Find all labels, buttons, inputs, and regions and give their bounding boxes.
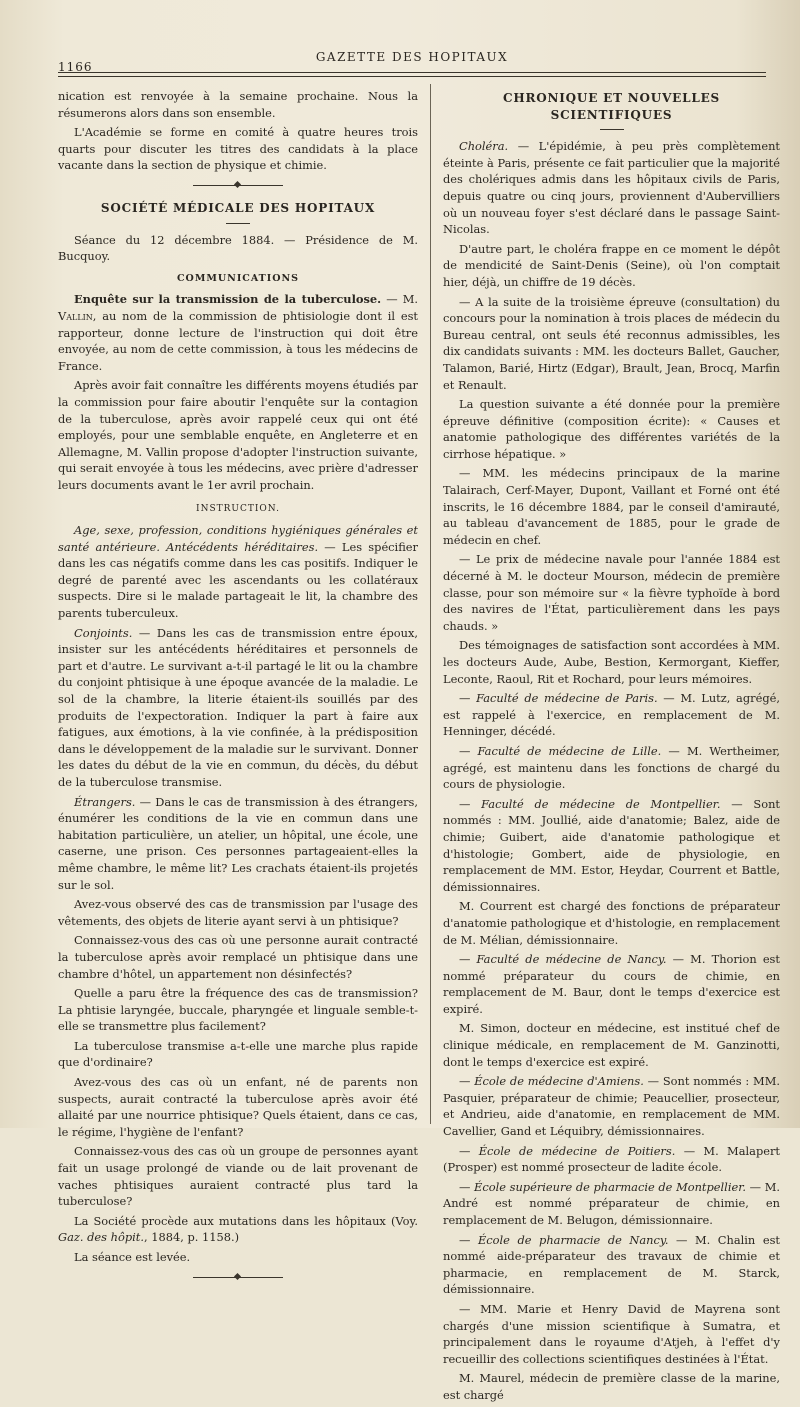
paragraph (443, 796, 780, 896)
paragraph (58, 625, 418, 791)
paragraph-text: — M. Malapert (Prosper) est nommé prosecteur de ladite école. (443, 1143, 781, 1175)
lead-phrase: Conjoints. (74, 625, 133, 640)
paragraph: — Le prix de médecine navale pour l'année 1884 est décerné à M. le docteur Mourson, médecin de première classe, pour son mémoire sur « la fièvre typhoïde à bord des navires de l'État, particulièrement dans les pays chauds. » (443, 552, 780, 633)
lead-phrase: Étrangers. (74, 794, 136, 809)
page-number: 1166 (58, 60, 93, 74)
paragraph-text: — M. Chalin est nommé aide-préparateur des travaux de chimie et pharmacie, en remplacement de M. Starck, démissionnaire. (443, 1232, 780, 1297)
paragraph: nication est renvoyée à la semaine prochaine. Nous la résumerons alors dans son ensemble. (58, 89, 418, 120)
paragraph: L'Académie se forme en comité à quatre heures trois quarts pour discuter les titres des candidats à la place vacante dans la section de physique et chimie. (58, 125, 418, 173)
paragraph: Après avoir fait connaître les différents moyens étudiés par la commission pour faire aboutir l'enquête sur la contagion de la tuberculose, après avoir rappelé ceux qui ont été employés, pour une semblable enquête, en Angleterre et en Allemagne, M. Vallin propose d'adopter l'instruction suivante, qui serait envoyée à tous les médecins, avec prière d'adresser leurs documents avant le 1er avril prochain. (58, 378, 418, 492)
short-rule (226, 223, 250, 224)
paragraph-text: — L'épidémie, à peu près complètement éteinte à Paris, présente ce fait particulier que la majorité des cholériques admis dans les hôpitaux civils de Paris, depuis quatre ou cinq jours, proviennent d'Aubervilliers où un nouveau foyer s'est déclaré dans le passage Saint-Nicolas. (443, 139, 780, 237)
header-rule (58, 72, 766, 73)
section-title: CHRONIQUE ET NOUVELLES SCIENTIFIQUES (502, 91, 721, 122)
section-title: SOCIÉTÉ MÉDICALE DES HOPITAUX (100, 200, 376, 215)
author-name: — M. Vallin, (58, 292, 419, 323)
paragraph (443, 1073, 780, 1139)
instruction-heading: INSTRUCTION. (196, 504, 280, 515)
lead-phrase: — Faculté de médecine de Montpellier. (459, 796, 721, 811)
paragraph-text: — M. Thorion est nommé préparateur du cours de chimie, en remplacement de M. Baur, dont le temps d'exercice est expiré. (443, 952, 780, 1016)
paragraph-text: — Les spécifier dans les cas négatifs comme dans les cas positifs. Indiquer le degré de parenté avec les ascendants ou les collatéraux suspects. Dire si le malade partageait le lit, la chambre des parents tuberculeux. (58, 539, 418, 621)
page-header (58, 50, 766, 74)
paragraph-text: — M. André est nommé préparateur de chimie, en remplacement de M. Belugon, démissionnaire. (443, 1179, 780, 1227)
short-rule (600, 129, 624, 130)
paragraph-text: La Société procède aux mutations dans les hôpitaux (Voy. (74, 1213, 418, 1228)
paragraph (58, 794, 418, 894)
section-separator (193, 180, 283, 190)
paragraph (443, 690, 780, 740)
paragraph: Avez-vous des cas où un enfant, né de parents non suspects, aurait contracté la tuberculose après avoir été allaité par une nourrice phtisique? Quels étaient, dans ce cas, le régime, l'hygiène de l'enfant? (58, 1075, 418, 1139)
lead-phrase: — Faculté de médecine de Nancy. (459, 952, 667, 967)
paragraph: — A la suite de la troisième épreuve (consultation) du concours pour la nomination à trois places de médecin du Bureau central, ont seuls été reconnus admissibles, les dix candidats suivants : MM. les docteurs Ballet, Gaucher, Talamon, Barié, Hirtz (Edgar), Brault, Jean, Brocq, Marfin et Renault. (443, 294, 780, 392)
lead-phrase: — École de médecine de Poitiers. (459, 1143, 676, 1158)
section-separator (193, 1272, 283, 1282)
paragraph: — MM. Marie et Henry David de Mayrena sont chargés d'une mission scientifique à Sumatra, et principalement dans le royaume d'Atjeh, à l'effet d'y recueillir des collections scientifiques destinées à l'État. (443, 1301, 780, 1366)
paragraph: M. Maurel, médecin de première classe de la marine, est chargé (443, 1371, 780, 1402)
lead-phrase: Choléra. (459, 139, 509, 154)
reference: Gaz. des hôpit. (58, 1230, 144, 1245)
paragraph-text: , 1884, p. 1158.) (143, 1230, 240, 1245)
paragraph: Connaissez-vous des cas où une personne aurait contracté la tuberculose après avoir remplacé un phtisique dans une chambre d'hôtel, un appartement non désinfectés? (58, 933, 418, 981)
paragraph-text: — Sont nommés : MM. Pasquier, préparateur de chimie; Peaucellier, prosecteur, et Andrieu, aide d'anatomie, en remplacement de MM. Cavellier, Gand et Léquibry, démissionnaires. (443, 1074, 780, 1139)
paragraph: — MM. les médecins principaux de la marine Talairach, Cerf-Mayer, Dupont, Vaillant et Forné ont été inscrits, le 16 décembre 1884, par le conseil d'amirauté, au tableau d'avancement de 1885, pour le grade de médecin en chef. (443, 466, 780, 547)
seance-line: Séance du 12 décembre 1884. — Présidence de M. Bucquoy. (58, 232, 418, 264)
journal-title: GAZETTE DES HOPITAUX (315, 50, 509, 64)
paragraph: Connaissez-vous des cas où un groupe de personnes ayant fait un usage prolongé de viande ou de lait provenant de vaches phtisiques auraient contracté plus tard la tuberculose? (58, 1144, 418, 1209)
paragraph-text: au nom de la commission de phtisiologie dont il est rapporteur, donne lecture de l'instruction qui doit être envoyée, au nom de cette commission, à tous les médecins de France. (58, 308, 418, 373)
paragraph: M. Simon, docteur en médecine, est institué chef de clinique médicale, en remplacement de M. Ganzinotti, dont le temps d'exercice est expiré. (443, 1021, 780, 1069)
header-rule-thin (58, 76, 766, 77)
paragraph (443, 1143, 780, 1176)
paragraph (58, 522, 418, 622)
paragraph: D'autre part, le choléra frappe en ce moment le dépôt de mendicité de Saint-Denis (Seine), où l'on comptait hier, déjà, un chiffre de 19 décès. (443, 241, 780, 289)
paragraph-text: — Dans le cas de transmission à des étrangers, énumérer les conditions de la vie en commun dans une habitation particulière, un atelier, un hôpital, une école, une caserne, une prison. Ces personnes partageaient-elles la même chambre, le même lit? Les crachats étaient-ils projetés sur le sol. (58, 794, 418, 892)
paragraph: Quelle a paru être la fréquence des cas de transmission? La phtisie laryngée, buccale, pharyngée et linguale semble-t-elle se transmettre plus facilement? (58, 986, 418, 1034)
lead-phrase: — École de pharmacie de Nancy. (459, 1232, 669, 1247)
paragraph: M. Courrent est chargé des fonctions de préparateur d'anatomie pathologique et d'histologie, en remplacement de M. Mélian, démissionnaire. (443, 899, 780, 947)
paragraph (443, 138, 780, 238)
paragraph: La séance est levée. (74, 1250, 191, 1264)
paragraph (443, 1232, 780, 1298)
left-column (58, 88, 418, 1288)
lead-phrase: — Faculté de médecine de Paris. (459, 691, 658, 706)
lead-phrase: — École de médecine d'Amiens. (459, 1074, 644, 1089)
paragraph (443, 1179, 780, 1229)
paragraph-text: — Dans les cas de transmission entre époux, insister sur les antécédents héréditaires et personnels de part et d'autre. Le survivant a-t-il partagé le lit ou la chambre du conjoint phtisique à une époque avancée de la maladie. Le sol de la chambre, la literie étaient-ils souillés par des produits de l'expectoration. Indiquer la part à faire aux fatigues, aux émotions, à la vie confinée, à la prédisposition dans le développement de la maladie sur le survivant. Donner les dates du début de la vie en commun, du décès, du début de la tuberculose transmise. (58, 625, 418, 789)
paragraph: Avez-vous observé des cas de transmission par l'usage des vêtements, des objets de literie ayant servi à un phtisique? (58, 897, 418, 928)
lead-phrase: Age, sexe, profession, conditions hygiéniques générales et santé antérieure. Antécédents héréditaires. (58, 523, 418, 554)
paragraph-text: — Sont nommés : MM. Joullié, aide d'anatomie; Balez, aide de chimie; Guibert, aide d'anatomie pathologique et d'histologie; Gombert, aide de physiologie, en remplacement de MM. Estor, Heydar, Courrent et Battle, démissionnaires. (443, 796, 780, 894)
paragraph: La question suivante a été donnée pour la première épreuve définitive (composition écrite): « Causes et anatomie pathologique des différentes variétés de la cirrhose hépatique. » (443, 397, 780, 461)
paragraph (443, 951, 780, 1017)
right-column (443, 88, 780, 1407)
paragraph-text: — M. Lutz, agrégé, est rappelé à l'exercice, en remplacement de M. Henninger, décédé. (443, 691, 780, 739)
column-divider (430, 84, 431, 1124)
paragraph: La tuberculose transmise a-t-elle une marche plus rapide que d'ordinaire? (58, 1038, 418, 1070)
lead-phrase: — Faculté de médecine de Lille. (459, 743, 662, 758)
paragraph (58, 1213, 418, 1246)
paragraph: Des témoignages de satisfaction sont accordées à MM. les docteurs Aude, Aube, Bestion, Kermorgant, Kieffer, Leconte, Raoul, Rit et Rochard, pour leurs mémoires. (443, 638, 780, 686)
paragraph (443, 743, 780, 793)
lead-phrase: — École supérieure de pharmacie de Montpellier. (459, 1179, 747, 1194)
subsection-title: COMMUNICATIONS (176, 272, 300, 284)
paragraph (58, 291, 418, 374)
paragraph-text: — M. Wertheimer, agrégé, est maintenu dans les fonctions de chargé du cours de physiologie. (443, 743, 781, 792)
enquete-title: Enquête sur la transmission de la tuberculose. (74, 292, 382, 307)
